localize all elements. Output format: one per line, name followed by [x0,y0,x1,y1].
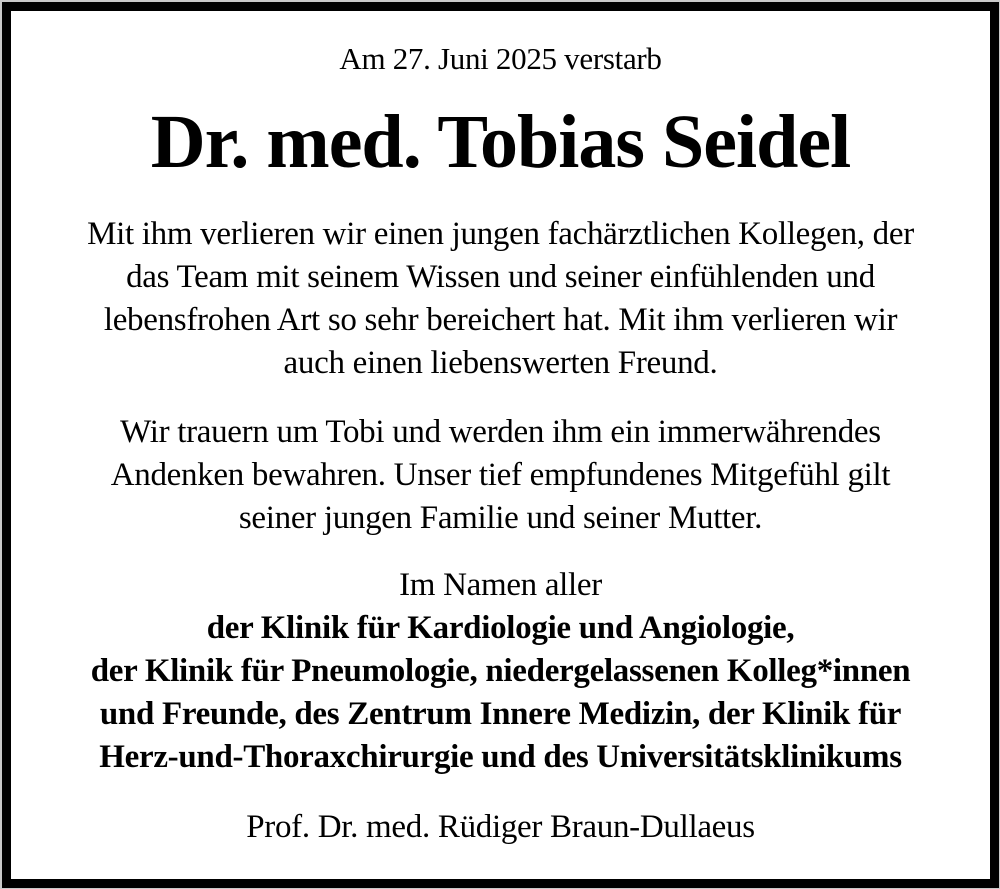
tribute-paragraph-line: lebensfrohen Art so sehr bereichert hat. Mit ihm verlieren wir [103,302,898,338]
tribute-paragraph [11,213,990,385]
closing-block [11,564,990,779]
tribute-paragraph-line: auch einen liebenswerten Freund. [283,345,718,381]
tribute-paragraph-line: Mit ihm verlieren wir einen jungen fachärztlichen Kollegen, der [87,216,914,252]
mourning-paragraph-line: Andenken bewahren. Unser tief empfundenes Mitgefühl gilt [110,457,891,493]
mourning-paragraph [11,411,990,540]
obituary-notice [2,2,999,888]
organization-line: und Freunde, des Zentrum Innere Medizin, der Klinik für [99,696,902,732]
signature-name: Prof. Dr. med. Rüdiger Braun-Dullaeus [246,809,755,845]
organization-line: der Klinik für Pneumologie, niedergelassenen Kolleg*innen [90,653,911,689]
mourning-paragraph-line: Wir trauern um Tobi und werden ihm ein immerwährendes [120,414,881,450]
death-date-line: Am 27. Juni 2025 verstarb [339,41,662,76]
organization-line: Herz-und-Thoraxchirurgie und des Universitätsklinikums [99,739,902,775]
closing-intro-line: Im Namen aller [399,567,602,603]
tribute-paragraph-line: das Team mit seinem Wissen und seiner einfühlenden und [126,259,875,295]
deceased-name-heading: Dr. med. Tobias Seidel [150,100,851,184]
mourning-paragraph-line: seiner jungen Familie und seiner Mutter. [238,500,763,536]
organization-line: der Klinik für Kardiologie und Angiologie, [206,610,795,646]
